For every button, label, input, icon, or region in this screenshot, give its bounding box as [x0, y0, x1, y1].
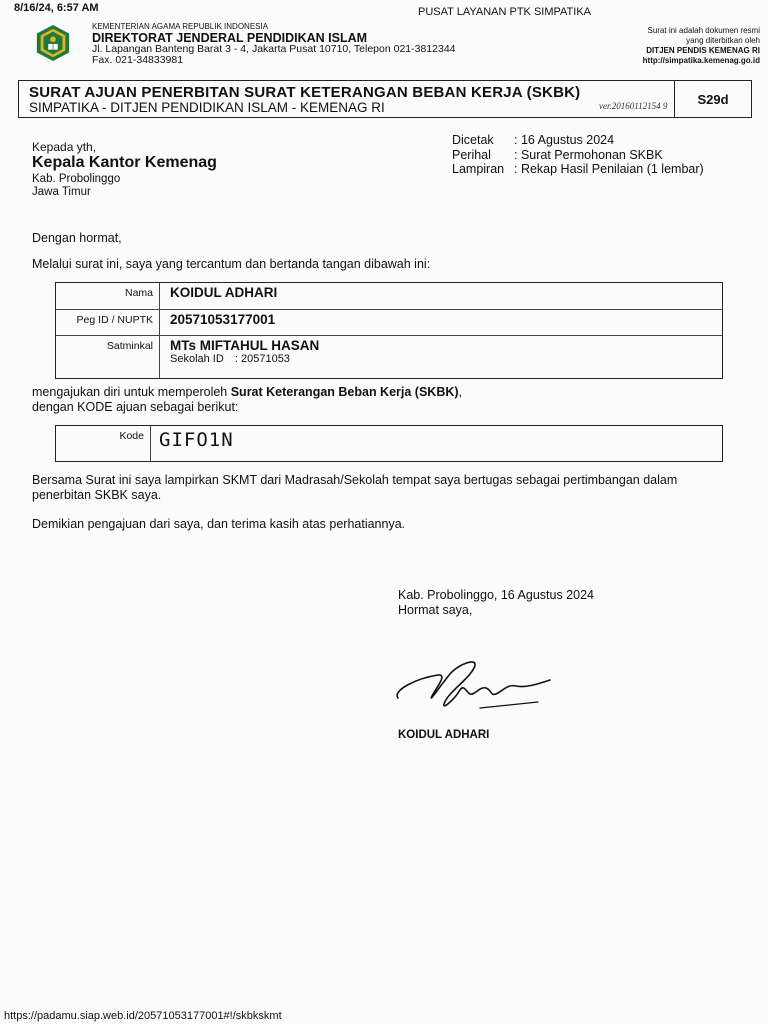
note-line-2: yang diterbitkan oleh: [686, 36, 760, 45]
salutation: Hormat saya,: [398, 602, 473, 617]
identity-row-school: [56, 336, 722, 378]
meta-val-printed: : 16 Agustus 2024: [514, 133, 615, 147]
attachment-text: [32, 473, 677, 502]
intro-text: Melalui surat ini, saya yang tercantum dan bertanda tangan dibawah ini:: [32, 257, 431, 271]
place-date: Kab. Probolinggo, 16 Agustus 2024: [398, 588, 594, 602]
request-bold: Surat Keterangan Beban Kerja (SKBK): [230, 385, 459, 399]
print-page-title: PUSAT LAYANAN PTK SIMPATIKA: [418, 6, 591, 18]
attachment-line-1: Bersama Surat ini saya lampirkan SKMT dari Madrasah/Sekolah tempat saya bertugas sebagai pertimbangan dalam: [32, 473, 678, 487]
meta-val-subject: : Surat Permohonan SKBK: [514, 147, 663, 162]
official-document-note: [643, 26, 760, 66]
name-label: Nama: [56, 283, 160, 309]
request-pre: mengajukan diri untuk memperoleh: [32, 385, 231, 399]
closing-text: Demikian pengajuan dari saya, dan terima kasih atas perhatiannya.: [32, 517, 406, 531]
school-id-value: : 20571053: [234, 353, 290, 365]
request-post: ,: [458, 385, 463, 399]
school-cell: [160, 336, 329, 378]
school-value: MTs MIFTAHUL HASAN: [170, 338, 320, 353]
request-line-2: dengan KODE ajuan sebagai berikut:: [32, 399, 239, 414]
signer-name: KOIDUL ADHARI: [398, 729, 490, 741]
recipient-name: Kepala Kantor Kemenag: [32, 154, 217, 171]
code-label: Kode: [56, 426, 151, 461]
ministry-name: KEMENTERIAN AGAMA REPUBLIK INDONESIA: [92, 22, 269, 31]
recipient-label: Kepada yth,: [32, 140, 97, 154]
meta-key-printed: Dicetak: [452, 133, 494, 147]
school-label: Satminkal: [56, 336, 160, 378]
signature-block: [398, 588, 594, 617]
school-id-line: [170, 353, 319, 365]
meta-key-subject: Perihal: [452, 147, 491, 162]
version-label: ver.20160112154 9: [599, 101, 668, 111]
code-value: GIFO1N: [159, 429, 234, 451]
recipient-line-2: Jawa Timur: [32, 186, 91, 198]
school-id-label: Sekolah ID: [170, 353, 224, 365]
identity-row-id: [56, 310, 722, 336]
note-line-1: Surat ini adalah dokumen resmi: [647, 26, 760, 35]
directorate-name: DIREKTORAT JENDERAL PENDIDIKAN ISLAM: [92, 31, 368, 45]
identity-table: [55, 282, 723, 379]
recipient-line-1: Kab. Probolinggo: [32, 173, 121, 185]
greeting: Dengan hormat,: [32, 231, 122, 245]
id-value: 20571053177001: [170, 312, 276, 327]
note-line-3: DITJEN PENDIS KEMENAG RI: [646, 46, 760, 55]
letter-meta: [452, 133, 704, 177]
name-value: KOIDUL ADHARI: [170, 285, 278, 300]
letter-title: SURAT AJUAN PENERBITAN SURAT KETERANGAN BEBAN KERJA (SKBK): [29, 84, 581, 101]
print-datetime: 8/16/24, 6:57 AM: [14, 2, 99, 14]
fax-line: Fax. 021-34833981: [92, 54, 184, 66]
meta-key-attachment: Lampiran: [452, 162, 505, 176]
code-box: [55, 425, 723, 462]
request-text: [32, 385, 462, 414]
form-code: S29d: [674, 81, 751, 117]
note-line-4: http://simpatika.kemenag.go.id: [642, 56, 760, 65]
print-url: https://padamu.siap.web.id/20571053177001#!/skbkskmt: [4, 1010, 282, 1022]
meta-val-attachment: : Rekap Hasil Penilaian (1 lembar): [514, 162, 704, 176]
letter-subtitle: SIMPATIKA - DITJEN PENDIDIKAN ISLAM - KEMENAG RI: [29, 100, 385, 115]
identity-row-name: [56, 283, 722, 310]
id-label: Peg ID / NUPTK: [56, 310, 160, 335]
kemenag-emblem-icon: [34, 24, 72, 62]
letter-title-box: [18, 80, 752, 118]
address-line: Jl. Lapangan Banteng Barat 3 - 4, Jakarta Pusat 10710, Telepon 021-3812344: [92, 43, 456, 55]
attachment-line-2: penerbitan SKBK saya.: [32, 487, 162, 502]
handwritten-signature: [388, 650, 558, 718]
address-block: [92, 44, 456, 66]
